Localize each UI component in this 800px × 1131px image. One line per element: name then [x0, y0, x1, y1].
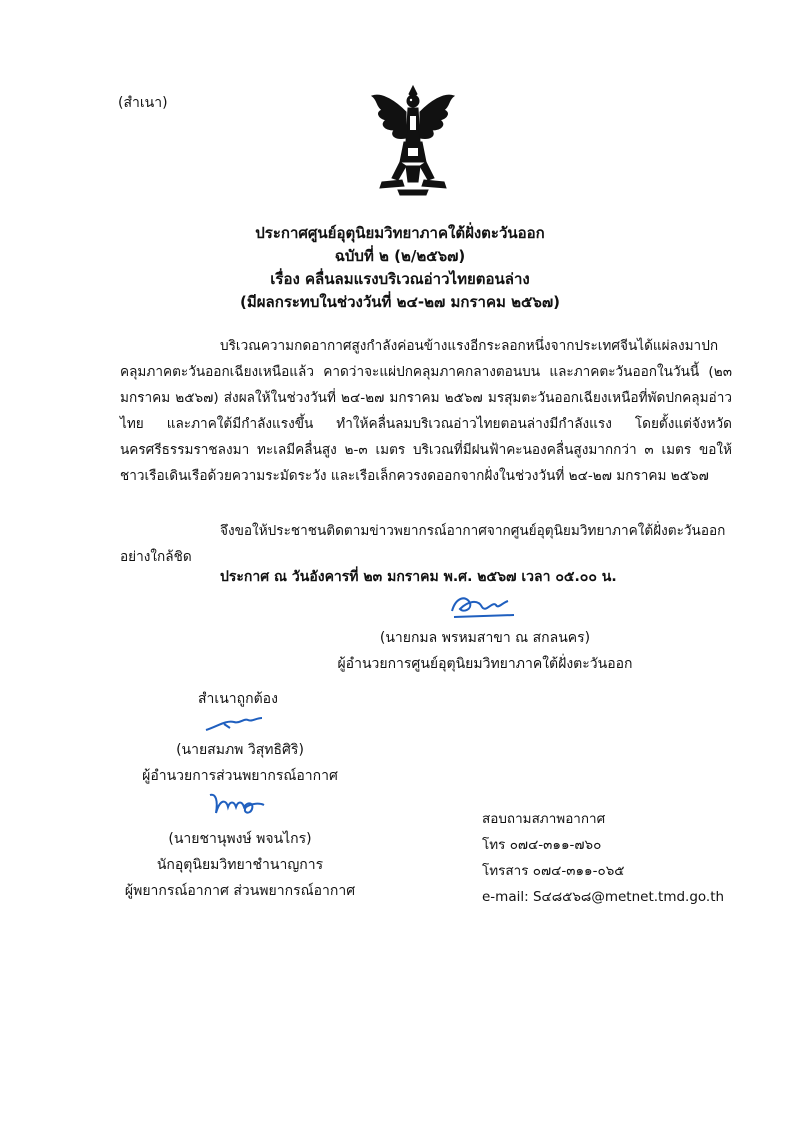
- announcement-title: [0, 222, 800, 314]
- contact-phone: โทร ๐๗๔-๓๑๑-๗๖๐: [482, 837, 602, 853]
- contact-fax: โทรสาร ๐๗๔-๓๑๑-๐๖๕: [482, 863, 625, 879]
- title-line-period: (มีผลกระทบในช่วงวันที่ ๒๔-๒๗ มกราคม ๒๕๖๗): [240, 293, 560, 311]
- signer-director-position: ผู้อำนวยการศูนย์อุตุนิยมวิทยาภาคใต้ฝั่งตะวันออก: [337, 656, 633, 672]
- title-line-subject: เรื่อง คลื่นลมแรงบริเวณอ่าวไทยตอนล่าง: [270, 270, 530, 288]
- signer-forecaster-position-2: ผู้พยากรณ์อากาศ ส่วนพยากรณ์อากาศ: [124, 883, 356, 899]
- contact-heading: สอบถามสภาพอากาศ: [482, 811, 606, 827]
- title-line-issue: ฉบับที่ ๒ (๒/๒๕๖๗): [334, 247, 466, 265]
- announcement-date-line: ประกาศ ณ วันอังคารที่ ๒๓ มกราคม พ.ศ. ๒๕๖๗ เวลา ๐๕.๐๐ น.: [220, 569, 617, 585]
- body-paragraph-2: จึงขอให้ประชาชนติดตามข่าวพยากรณ์อากาศจากศูนย์อุตุนิยมวิทยาภาคใต้ฝั่งตะวันออกอย่างใกล้ชิด: [120, 523, 726, 565]
- title-line-agency: ประกาศศูนย์อุตุนิยมวิทยาภาคใต้ฝั่งตะวันออก: [255, 224, 545, 242]
- copy-certified-label: สำเนาถูกต้อง: [198, 691, 278, 707]
- signer-forecaster-position: นักอุตุนิยมวิทยาชำนาญการ: [156, 857, 324, 873]
- signer-forecaster-block: [120, 826, 360, 904]
- signer-director-block: [320, 625, 650, 677]
- signer-forecaster-name: (นายชานุพงษ์ พจนไกร): [168, 831, 312, 847]
- signature-certifier-icon: [204, 712, 264, 734]
- contact-email: e-mail: S๔๘๕๖๘@metnet.tmd.go.th: [482, 889, 725, 905]
- contact-info-block: [482, 806, 724, 910]
- signer-certifier-block: [120, 737, 360, 789]
- copy-label: (สำเนา): [118, 95, 168, 111]
- signer-director-name: (นายกมล พรหมสาขา ณ สกลนคร): [379, 630, 591, 646]
- body-paragraph-1: บริเวณความกดอากาศสูงกำลังค่อนข้างแรงอีกระลอกหนึ่งจากประเทศจีนได้แผ่ลงมาปกคลุมภาคตะวันออกเฉียงเหนือแล้ว คาดว่าจะแผ่ปกคลุมภาคกลางตอนบน และภาคตะวันออกในวันนี้ (๒๓ มกราคม ๒๕๖๗) ส่งผลให้ในช่วงวันที่ ๒๔-๒๗ มกราคม ๒๕๖๗ มรสุมตะวันออกเฉียงเหนือที่พัดปกคลุมอ่าวไทย และภาคใต้มีกำลังแรงขึ้น ทำให้คลื่นลมบริเวณอ่าวไทยตอนล่างมีกำลังแรง โดยตั้งแต่จังหวัดนครศรีธรรมราชลงมา ทะเลมีคลื่นสูง ๒-๓ เมตร บริเวณที่มีฝนฟ้าคะนองคลื่นสูงมากกว่า ๓ เมตร ขอให้ชาวเรือเดินเรือด้วยความระมัดระวัง และเรือเล็กควรงดออกจากฝั่งในช่วงวันที่ ๒๔-๒๗ มกราคม ๒๕๖๗: [120, 338, 732, 484]
- signer-certifier-position: ผู้อำนวยการส่วนพยากรณ์อากาศ: [142, 768, 338, 784]
- garuda-emblem-icon: [368, 82, 458, 198]
- signature-director-icon: [448, 591, 520, 621]
- signer-certifier-name: (นายสมภพ วิสุทธิศิริ): [176, 742, 304, 758]
- signature-forecaster-icon: [206, 789, 268, 819]
